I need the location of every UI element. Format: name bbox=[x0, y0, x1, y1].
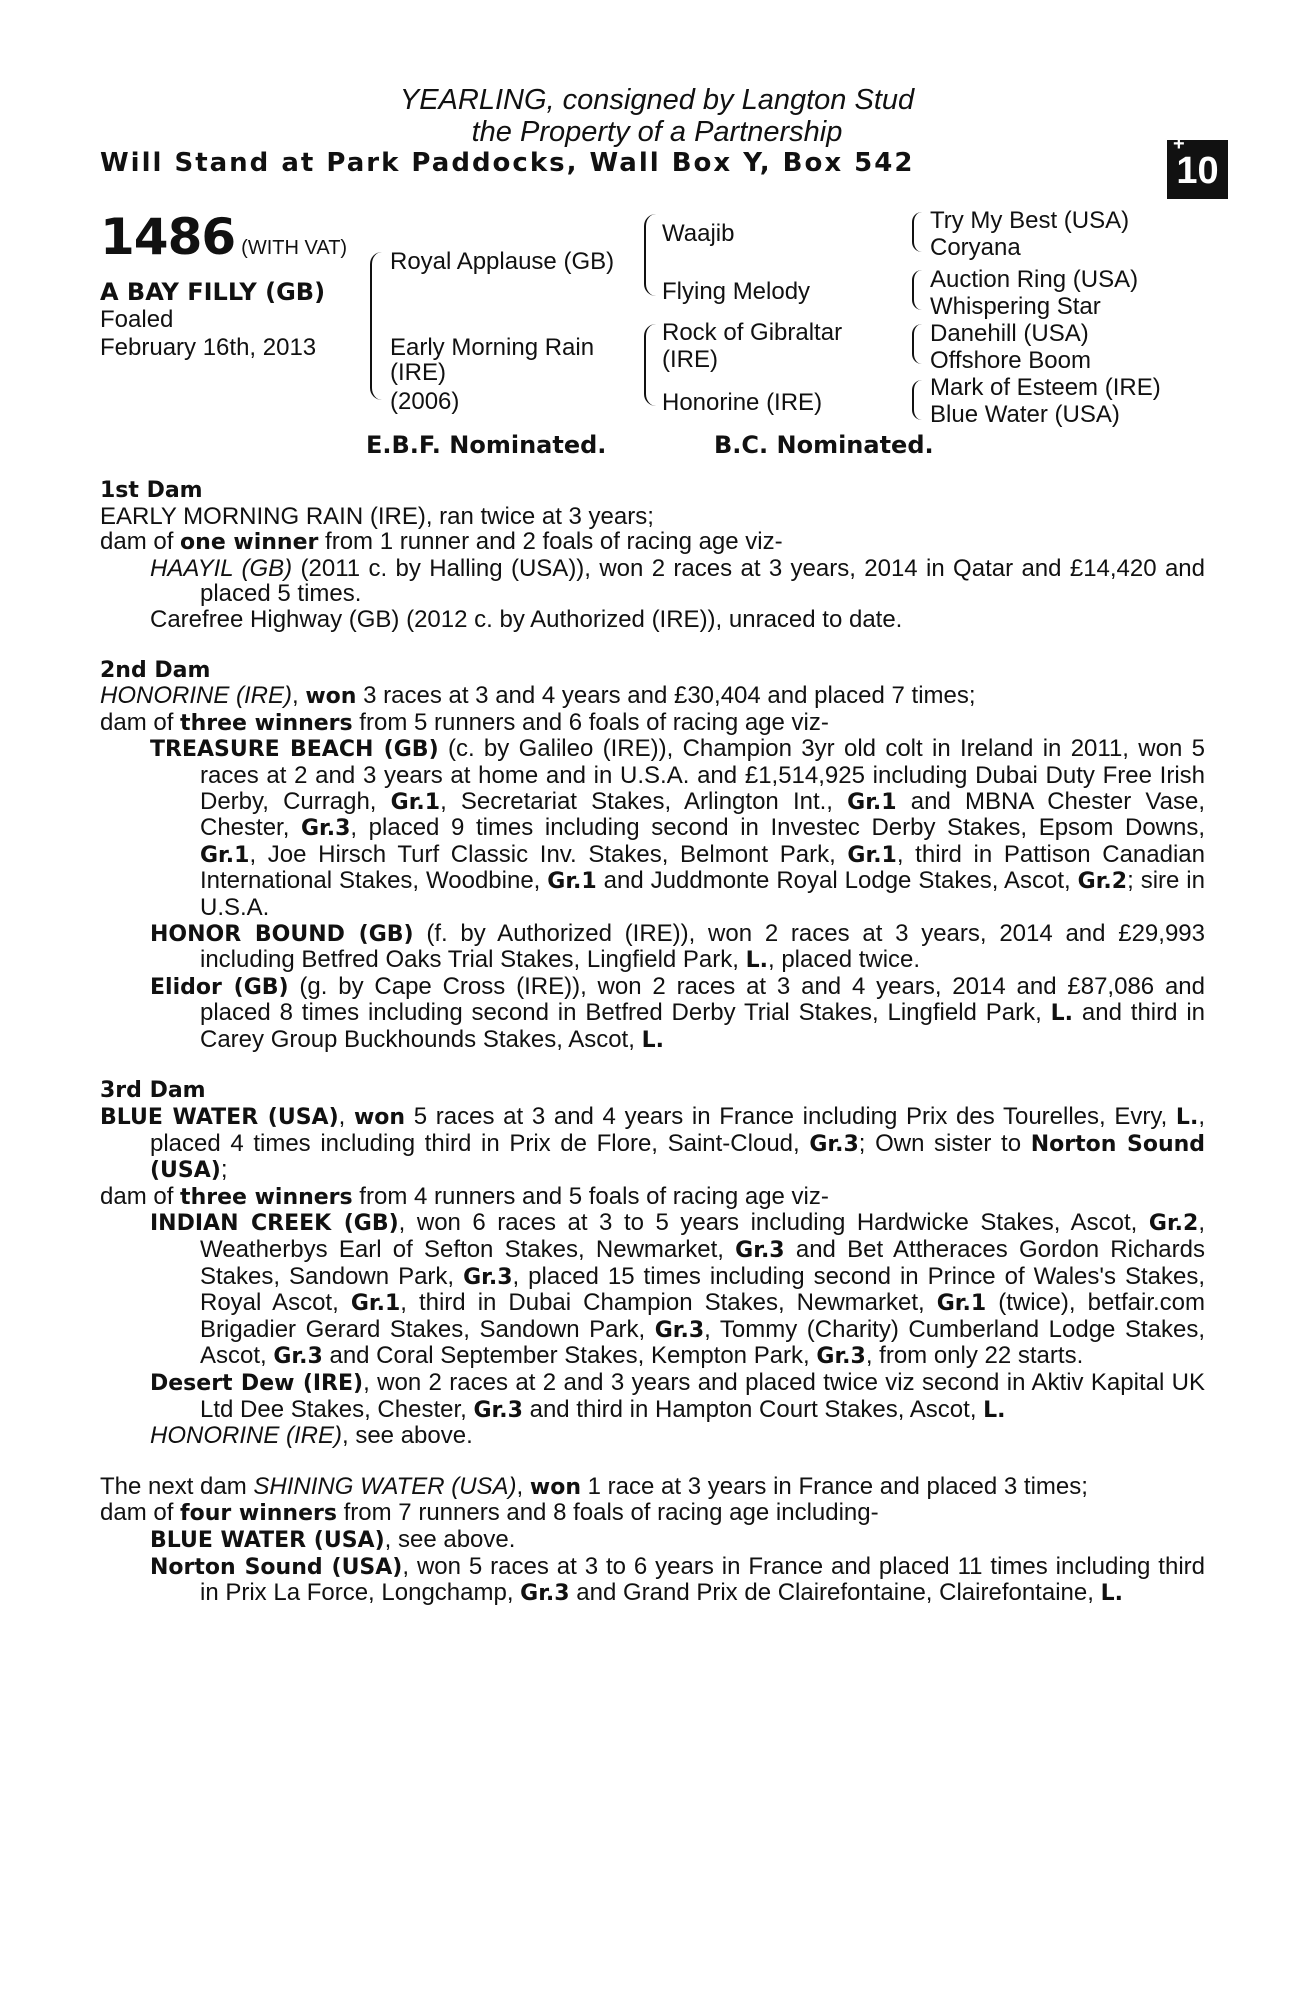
dam-line2: (IRE) bbox=[390, 359, 446, 386]
pedigree-brace-dam bbox=[644, 324, 656, 406]
third-dam-produce: dam of three winners from 4 runners and 5 foals of racing age viz- bbox=[100, 1182, 829, 1210]
produce-indian-creek: INDIAN CREEK (GB), won 6 races at 3 to 5 years including Hardwicke Stakes, Ascot, Gr.2, Weatherbys Earl of Sefton Stakes, Newmarket, Gr.3 and Bet Attheraces Gordon Richards Stakes, Sandown Park, Gr.3, placed 15 times including second in Prince of Wales's Stakes, Royal Ascot, Gr.1, third in Dubai Champion Stakes, Newmarket, Gr.1 (twice), betfair.com Brigadier Gerard Stakes, Sandown Park, Gr.3, Tommy (Charity) Cumberland Lodge Stakes, Ascot, Gr.3 and Coral September Stakes, Kempton Park, Gr.3, from only 22 starts. bbox=[150, 1209, 1206, 1370]
produce-blue-water-ref: BLUE WATER (USA), see above. bbox=[150, 1525, 516, 1553]
gsire-2: Coryana bbox=[930, 234, 1021, 261]
dam-dam: Honorine (IRE) bbox=[662, 389, 823, 416]
sire: Royal Applause (GB) bbox=[390, 248, 615, 275]
first-dam-produce: dam of one winner from 1 runner and 2 foals of racing age viz- bbox=[100, 528, 783, 556]
gsire-5: Danehill (USA) bbox=[930, 320, 1089, 347]
brace-g1 bbox=[912, 212, 922, 252]
gsire-7: Mark of Esteem (IRE) bbox=[930, 374, 1161, 401]
dam-sire-line1: Rock of Gibraltar bbox=[662, 319, 843, 346]
produce-record bbox=[100, 478, 1205, 1607]
pedigree-brace-sire bbox=[644, 214, 656, 296]
second-dam-produce: dam of three winners from 5 runners and 6 foals of racing age viz- bbox=[100, 708, 829, 736]
dam-sire-line2: (IRE) bbox=[662, 346, 718, 373]
sire-dam: Flying Melody bbox=[662, 278, 811, 305]
vat-label: (WITH VAT) bbox=[241, 237, 348, 259]
bc-nominated: B.C. Nominated. bbox=[714, 431, 934, 459]
consignor-line: YEARLING, consigned by Langton Stud bbox=[399, 84, 915, 116]
first-dam-line: EARLY MORNING RAIN (IRE), ran twice at 3 years; bbox=[100, 502, 654, 530]
second-dam-line: HONORINE (IRE), won 3 races at 3 and 4 years and £30,404 and placed 7 times; bbox=[100, 682, 976, 710]
dam-line3: (2006) bbox=[390, 388, 460, 415]
pedigree-brace-main bbox=[370, 252, 382, 400]
brace-g2 bbox=[912, 270, 922, 310]
property-line: the Property of a Partnership bbox=[471, 116, 843, 148]
gsire-6: Offshore Boom bbox=[930, 347, 1091, 374]
produce-honorine-ref: HONORINE (IRE), see above. bbox=[150, 1422, 473, 1450]
gsire-4: Whispering Star bbox=[930, 293, 1101, 320]
produce-haayil: HAAYIL (GB) (2011 c. by Halling (USA)), won 2 races at 3 years, 2014 in Qatar and £14,420 and placed 5 times. bbox=[150, 554, 1205, 608]
third-dam-line: BLUE WATER (USA), won 5 races at 3 and 4 years in France including Prix des Tourelles, Evry, L., placed 4 times including third in Prix de Flore, Saint-Cloud, Gr.3; Own sister to Norton Sound (USA); bbox=[100, 1103, 1206, 1184]
third-dam-heading: 3rd Dam bbox=[100, 1078, 206, 1104]
produce-elidor: Elidor (GB) (g. by Cape Cross (IRE)), won 2 races at 3 and 4 years, 2014 and £87,086 and placed 8 times including second in Betfred Derby Trial Stakes, Lingfield Park, L. and third in Carey Group Buckhounds Stakes, Ascot, L. bbox=[150, 972, 1206, 1053]
second-dam-heading: 2nd Dam bbox=[100, 657, 211, 683]
next-dam-produce: dam of four winners from 7 runners and 8 foals of racing age including- bbox=[100, 1499, 879, 1527]
gsire-8: Blue Water (USA) bbox=[930, 401, 1120, 428]
sire-sire: Waajib bbox=[662, 220, 735, 247]
foaled-label: Foaled bbox=[100, 306, 174, 333]
brace-g4 bbox=[912, 380, 922, 420]
lot-name: A BAY FILLY (GB) bbox=[100, 278, 326, 306]
gsire-3: Auction Ring (USA) bbox=[930, 266, 1139, 293]
location-line: Will Stand at Park Paddocks, Wall Box Y, Box 542 bbox=[100, 148, 915, 178]
produce-honor-bound: HONOR BOUND (GB) (f. by Authorized (IRE)), won 2 races at 3 years, 2014 and £29,993 including Betfred Oaks Trial Stakes, Lingfield Park, L., placed twice. bbox=[150, 919, 1205, 974]
produce-norton-sound: Norton Sound (USA), won 5 races at 3 to 6 years in France and placed 11 times including third in Prix La Force, Longchamp, Gr.3 and Grand Prix de Clairefontaine, Clairefontaine, L. bbox=[150, 1552, 1205, 1607]
brace-g3 bbox=[912, 324, 922, 364]
ebf-nominated: E.B.F. Nominated. bbox=[366, 431, 607, 459]
catalogue-badge: + 10 bbox=[1167, 140, 1228, 199]
foaled-date: February 16th, 2013 bbox=[100, 334, 317, 361]
dam-line1: Early Morning Rain bbox=[390, 334, 595, 361]
next-dam-line: The next dam SHINING WATER (USA), won 1 race at 3 years in France and placed 3 times; bbox=[100, 1472, 1088, 1500]
produce-treasure-beach: TREASURE BEACH (GB) (c. by Galileo (IRE)), Champion 3yr old colt in Ireland in 2011, won 5 races at 2 and 3 years at home and in U.S.A. and £1,514,925 including Dubai Duty Free Irish Derby, Curragh, Gr.1, Secretariat Stakes, Arlington Int., Gr.1 and MBNA Chester Vase, Chester, Gr.3, placed 9 times including second in Investec Derby Stakes, Epsom Downs, Gr.1, Joe Hirsch Turf Classic Inv. Stakes, Belmont Park, Gr.1, third in Pattison Canadian International Stakes, Woodbine, Gr.1 and Juddmonte Royal Lodge Stakes, Ascot, Gr.2; sire in U.S.A. bbox=[150, 735, 1206, 921]
first-dam-heading: 1st Dam bbox=[100, 478, 203, 503]
gsire-1: Try My Best (USA) bbox=[930, 207, 1130, 234]
produce-carefree-highway: Carefree Highway (GB) (2012 c. by Authorized (IRE)), unraced to date. bbox=[150, 605, 903, 633]
produce-desert-dew: Desert Dew (IRE), won 2 races at 2 and 3 years and placed twice viz second in Aktiv Kapital UK Ltd Dee Stakes, Chester, Gr.3 and third in Hampton Court Stakes, Ascot, L. bbox=[150, 1369, 1206, 1423]
lot-number: 1486 (WITH VAT) bbox=[100, 208, 348, 266]
